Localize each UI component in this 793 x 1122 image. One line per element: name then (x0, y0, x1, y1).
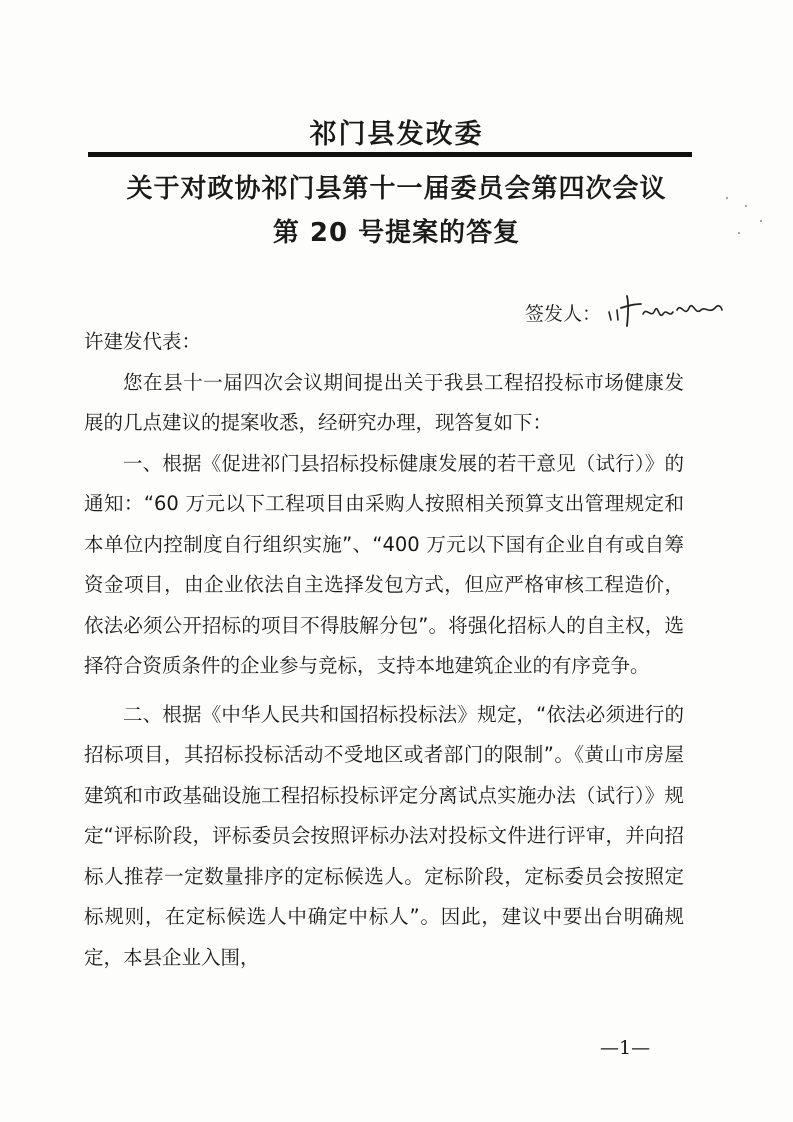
paragraph-point-2: 二、根据《中华人民共和国招标投标法》规定，“依法必须进行的招标项目，其招标投标活动不受地区或者部门的限制”。《黄山市房屋建筑和市政基础设施工程招标投标评定分离试点实施办法（试行）》规定“评标阶段，评标委员会按照评标办法对投标文件进行评审，并向招标人推荐一定数量排序的定标候选人。定标阶段，定标委员会按照定标规则，在定标候选人中确定中标人”。因此，建议中要出台明确规定，本县企业入围， (84, 702, 684, 969)
document-title-line-1: 关于对政协祁门县第十一届委员会第四次会议 (126, 174, 667, 204)
scan-speck (738, 232, 740, 234)
page-number: —1— (600, 1037, 651, 1059)
header-divider (88, 152, 692, 157)
salutation: 许建发代表： (84, 330, 202, 353)
document-title-line-2: 第 20 号提案的答复 (272, 218, 521, 248)
scan-speck (760, 220, 762, 222)
paragraph-point-1: 一、根据《促进祁门县招标投标健康发展的若干意见（试行）》的通知：“60 万元以下工程项目由采购人按照相关预算支出管理规定和本单位内控制度自行组织实施”、“400 万元以下国有企业自有或自筹资金项目，由企业依法自主选择发包方式，但应严格审核工程造价，依法必须公开招标的项目不得肢解分包”。将强化招标人的自主权，选择符合资质条件的企业参与竞标，支持本地建筑企业的有序竞争。 (84, 451, 684, 677)
signer-label: 签发人： (525, 303, 602, 325)
issuing-organization: 祁门县发改委 (309, 119, 484, 150)
letter-body (84, 322, 684, 978)
scan-speck (726, 197, 728, 199)
scan-speck (745, 205, 747, 207)
paragraph-intro: 您在县十一届四次会议期间提出关于我县工程招投标市场健康发展的几点建议的提案收悉，经研究办理，现答复如下： (84, 370, 684, 434)
